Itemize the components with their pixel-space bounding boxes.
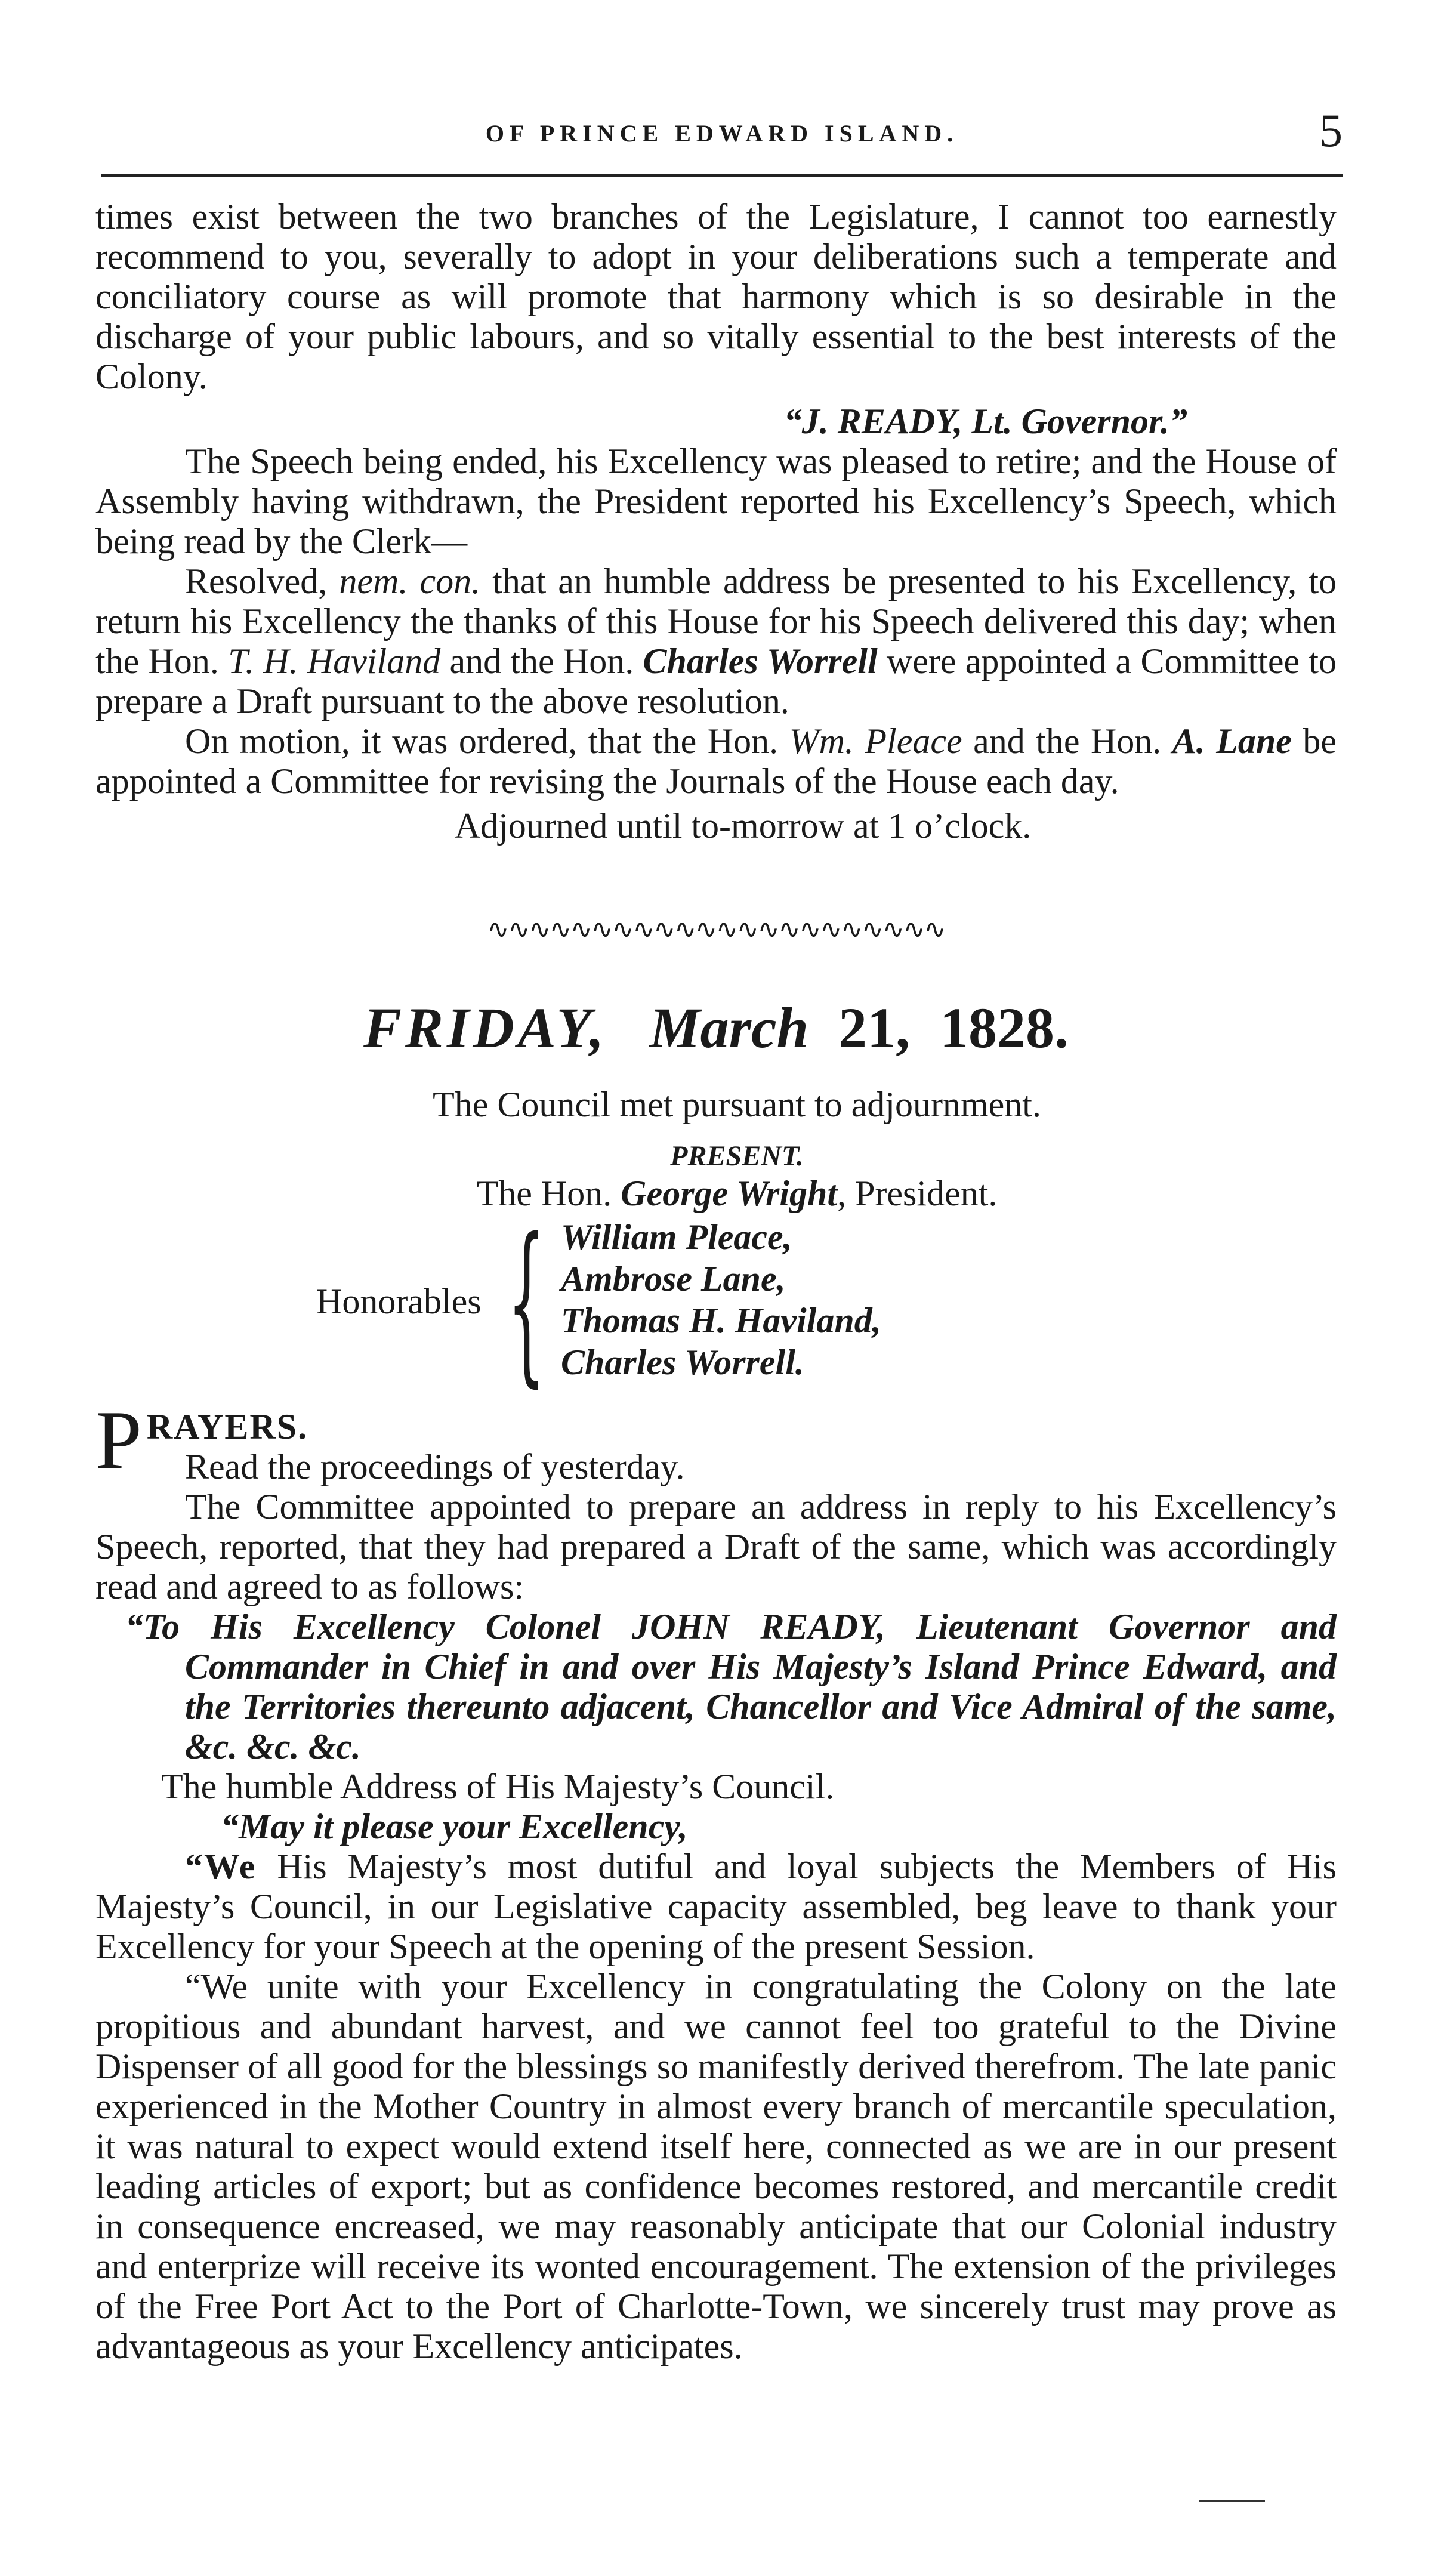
president-suffix: , President. xyxy=(837,1174,998,1213)
paragraph-we-his xyxy=(95,1847,1337,1967)
president-prefix: The Hon. xyxy=(476,1174,621,1213)
honorables-label: Honorables xyxy=(316,1282,482,1321)
running-head xyxy=(101,101,1343,155)
motion-text-3: be appointed a Committee for revising the Journals of the House each day. xyxy=(95,721,1337,801)
section-ornament: ∿∿∿∿∿∿∿∿∿∿∿∿∿∿∿∿∿∿∿∿∿∿ xyxy=(487,915,945,944)
we-lead: “We xyxy=(185,1847,257,1886)
member-names xyxy=(561,1216,881,1383)
session-day-number: 21, xyxy=(838,996,911,1060)
salutation: “May it please your Excellency, xyxy=(221,1807,688,1846)
paragraph-speech-end: times exist between the two branches of the Legislature, I cannot too earnestly recommend to you, severally to adopt in your deliberations such a temperate and conciliatory course as will promote that harmony which is so desirable in the discharge of your public labours, and so vitally essential to the best interests of the Colony. xyxy=(95,197,1337,396)
address-superscription: “To His Excellency Colonel JOHN READY, Lieutenant Governor and Commander in Chief in and over His Majesty’s Island Prince Edward, and the Territories thereunto adjacent, Chancellor and Vice Admiral of the same, &c. &c. &c. xyxy=(125,1607,1337,1766)
committee-report: The Committee appointed to prepare an address in reply to his Excellency’s Speech, reported, that they had prepared a Draft of the same, which was accordingly read and agreed to as follows: xyxy=(95,1487,1337,1606)
member-name: Thomas H. Haviland, xyxy=(561,1301,881,1340)
governor-signature: “J. READY, Lt. Governor.” xyxy=(783,402,1187,441)
prayers-heading: RAYERS. xyxy=(146,1407,308,1446)
adjourned-line: Adjourned until to-morrow at 1 o’clock. xyxy=(454,806,1032,846)
motion-text-1: On motion, it was ordered, that the Hon. xyxy=(185,721,789,761)
page-body xyxy=(95,197,1337,2367)
paragraph-resolved xyxy=(95,562,1337,721)
resolved-text-3: were appointed a Committee to prepare a Draft pursuant to the above resolution. xyxy=(95,641,1337,721)
resolved-word: Resolved, xyxy=(185,562,340,601)
drop-cap: P xyxy=(95,1394,142,1486)
read-proceedings: Read the proceedings of yesterday. xyxy=(185,1447,685,1486)
humble-address-line: The humble Address of His Majesty’s Council. xyxy=(161,1767,835,1806)
session-year: 1828. xyxy=(940,996,1069,1060)
brace-glyph: { xyxy=(507,1202,546,1403)
name-worrell: Charles Worrell xyxy=(643,641,878,681)
resolved-text-2: and the Hon. xyxy=(440,641,643,681)
paragraph-motion xyxy=(95,721,1337,801)
name-haviland: T. H. Haviland xyxy=(228,641,441,681)
member-name: Ambrose Lane, xyxy=(561,1259,786,1298)
we-his-text: His Majesty’s most dutiful and loyal subjects the Members of His Majesty’s Council, in our Legislative capacity assembled, beg leave to thank your Excellency for your Speech at the opening of the present Session. xyxy=(95,1847,1337,1966)
header-rule xyxy=(101,174,1343,177)
motion-text-2: and the Hon. xyxy=(962,721,1172,761)
president-name: George Wright xyxy=(621,1174,838,1213)
page-number: 5 xyxy=(1319,104,1343,156)
president-line xyxy=(95,1174,1337,1214)
running-title: OF PRINCE EDWARD ISLAND. xyxy=(485,120,959,147)
catchword-mark xyxy=(1199,2500,1265,2502)
name-pleace: Wm. Pleace xyxy=(789,721,962,761)
paragraph-speech-ended: The Speech being ended, his Excellency was pleased to retire; and the House of Assembly having withdrawn, the President reported his Excellency’s Speech, which being read by the Clerk— xyxy=(95,442,1337,561)
member-name: William Pleace, xyxy=(561,1217,792,1257)
name-lane: A. Lane xyxy=(1172,721,1292,761)
nem-con: nem. con. xyxy=(339,562,481,601)
resolved-text-1: that an humble address be presented to his Excellency, to return his Excellency the thanks of this House for his Speech delivered this day; when the Hon. xyxy=(95,562,1337,681)
session-date xyxy=(95,995,1337,1061)
paragraph-we-unite: “We unite with your Excellency in congratulating the Colony on the late propitious and abundant harvest, and we cannot feel too grateful to the Divine Dispenser of all good for the blessings so manifestly derived therefrom. The late panic experienced in the Mother Country in almost every branch of mercantile speculation, it was natural to expect would extend itself here, connected as we are in our present leading articles of export; but as confidence becomes restored, and mercantile credit in consequence encreased, we may reasonably anticipate that our Colonial industry and enterprize will receive its wonted encouragement. The extension of the privileges of the Free Port Act to the Port of Charlotte-Town, we sincerely trust may prove as advantageous as your Excellency anticipates. xyxy=(95,1967,1337,2366)
member-name: Charles Worrell. xyxy=(561,1343,804,1382)
prayers-block xyxy=(95,1394,1337,1487)
session-day: FRIDAY, xyxy=(363,996,608,1060)
session-month: March xyxy=(649,996,809,1060)
honorables-list xyxy=(95,1202,1337,1403)
present-heading: PRESENT. xyxy=(670,1140,804,1172)
council-met: The Council met pursuant to adjournment. xyxy=(433,1085,1041,1124)
